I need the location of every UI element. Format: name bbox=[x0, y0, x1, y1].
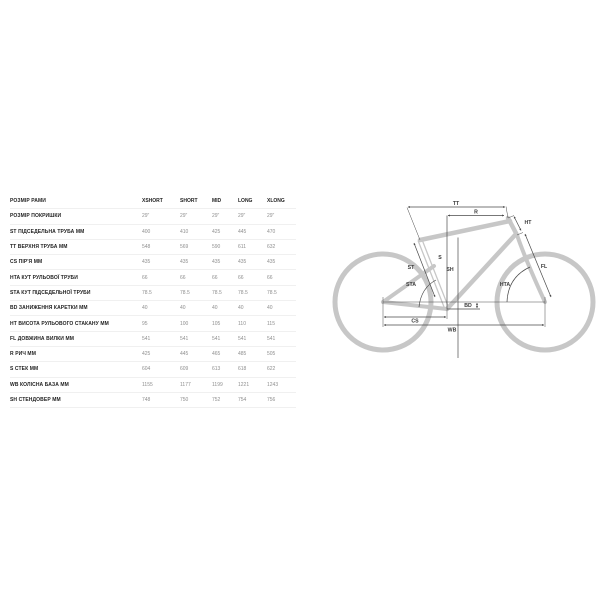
bike-geometry-diagram bbox=[330, 185, 600, 360]
table-header-row bbox=[10, 194, 296, 209]
row-label: SH СТЕНДОВЕР ММ bbox=[10, 397, 61, 403]
table-row bbox=[10, 270, 296, 285]
cell-value: 435 bbox=[238, 259, 247, 266]
label-bd: BD bbox=[464, 303, 472, 309]
table-row bbox=[10, 378, 296, 393]
cell-value: 1221 bbox=[238, 381, 250, 388]
table-row bbox=[10, 347, 296, 362]
row-label: WB КОЛІСНА БАЗА ММ bbox=[10, 381, 69, 388]
cell-value: 66 bbox=[238, 274, 244, 281]
geometry-table bbox=[10, 194, 296, 408]
table-row bbox=[10, 332, 296, 347]
row-label: ST ПІДСЕДЕЛЬНА ТРУБА ММ bbox=[10, 228, 85, 235]
cell-value: 66 bbox=[142, 274, 148, 281]
cell-value: 604 bbox=[142, 366, 151, 373]
table-row bbox=[10, 225, 296, 240]
label-hta: HTA bbox=[499, 282, 511, 288]
cell-value: 29" bbox=[238, 213, 246, 220]
row-label: CS ПІР'Я ММ bbox=[10, 259, 43, 266]
table-row bbox=[10, 286, 296, 301]
cell-value: 541 bbox=[142, 335, 151, 342]
row-label: STA КУТ ПІДСЕДЕЛЬНОЇ ТРУБИ bbox=[10, 289, 91, 296]
label-fl: FL bbox=[540, 264, 548, 270]
cell-value: 100 bbox=[180, 320, 189, 327]
cell-value: 750 bbox=[180, 397, 189, 403]
row-label: HTA КУТ РУЛЬОВОЇ ТРУБИ bbox=[10, 274, 78, 281]
cell-value: 66 bbox=[267, 274, 273, 281]
cell-value: 435 bbox=[267, 259, 276, 266]
top-tube bbox=[420, 221, 510, 240]
cell-value: 435 bbox=[212, 259, 221, 266]
row-label: TT ВЕРХНЯ ТРУБА ММ bbox=[10, 244, 68, 251]
label-st: ST bbox=[407, 265, 415, 271]
cell-value: 95 bbox=[142, 320, 148, 327]
cell-value: 105 bbox=[212, 320, 221, 327]
cell-value: 632 bbox=[267, 244, 276, 251]
label-ht: HT bbox=[524, 220, 532, 226]
cell-value: 425 bbox=[212, 228, 221, 235]
table-row bbox=[10, 393, 296, 408]
cell-value: 29" bbox=[180, 213, 188, 220]
cell-value: 748 bbox=[142, 397, 151, 403]
cell-value: 1177 bbox=[180, 381, 191, 388]
bike-drawing bbox=[335, 218, 593, 350]
cell-value: 78.5 bbox=[142, 289, 152, 296]
row-label: R РИЧ ММ bbox=[10, 351, 36, 358]
table-row bbox=[10, 301, 296, 316]
cell-value: 78.5 bbox=[180, 289, 190, 296]
row-label: S СТЕК ММ bbox=[10, 366, 39, 373]
cell-value: 110 bbox=[238, 320, 246, 327]
cell-value: 445 bbox=[180, 351, 189, 358]
cell-value: 29" bbox=[212, 213, 220, 220]
cell-value: 435 bbox=[142, 259, 151, 266]
cell-value: 66 bbox=[212, 274, 218, 281]
column-header: SHORT bbox=[180, 198, 198, 205]
row-label: HT ВИСОТА РУЛЬОВОГО СТАКАНУ ММ bbox=[10, 320, 109, 327]
cell-value: 40 bbox=[267, 305, 273, 312]
cell-value: 541 bbox=[180, 335, 189, 342]
cell-value: 541 bbox=[238, 335, 247, 342]
row-label: FL ДОВЖИНА ВИЛКИ ММ bbox=[10, 335, 74, 342]
cell-value: 505 bbox=[267, 351, 276, 358]
cell-value: 40 bbox=[238, 305, 244, 312]
cell-value: 78.5 bbox=[238, 289, 248, 296]
cell-value: 29" bbox=[142, 213, 150, 220]
label-sta: STA bbox=[406, 282, 416, 288]
row-label: BD ЗАНИЖЕННЯ КАРЕТКИ ММ bbox=[10, 305, 88, 312]
label-s: S bbox=[438, 255, 442, 261]
label-cs: CS bbox=[411, 318, 419, 325]
column-header: MID bbox=[212, 198, 222, 205]
chainstay-tube bbox=[383, 302, 447, 309]
label-tt: TT bbox=[452, 201, 460, 207]
table-row bbox=[10, 209, 296, 224]
cell-value: 470 bbox=[267, 228, 276, 235]
cell-value: 29" bbox=[267, 213, 275, 220]
cell-value: 40 bbox=[212, 305, 218, 312]
cell-value: 541 bbox=[212, 335, 221, 342]
label-wb: WB bbox=[447, 327, 457, 334]
cell-value: 410 bbox=[180, 228, 189, 235]
cell-value: 754 bbox=[238, 397, 247, 403]
cell-value: 609 bbox=[180, 366, 189, 373]
cell-value: 435 bbox=[180, 259, 189, 266]
table-row bbox=[10, 240, 296, 255]
cell-value: 485 bbox=[238, 351, 247, 358]
row-label: РОЗМІР РАМИ bbox=[10, 198, 46, 205]
cell-value: 445 bbox=[238, 228, 247, 235]
table-row bbox=[10, 255, 296, 270]
cell-value: 40 bbox=[180, 305, 186, 312]
column-header: XSHORT bbox=[142, 198, 163, 205]
cell-value: 1199 bbox=[212, 381, 223, 388]
label-r: R bbox=[474, 209, 478, 216]
table-row bbox=[10, 362, 296, 377]
cell-value: 613 bbox=[212, 366, 221, 373]
cell-value: 78.5 bbox=[212, 289, 222, 296]
cell-value: 548 bbox=[142, 244, 151, 251]
cell-value: 40 bbox=[142, 305, 148, 312]
cell-value: 590 bbox=[212, 244, 221, 251]
cell-value: 66 bbox=[180, 274, 186, 281]
cell-value: 1155 bbox=[142, 381, 153, 388]
cell-value: 618 bbox=[238, 366, 247, 373]
cell-value: 622 bbox=[267, 366, 276, 373]
cell-value: 756 bbox=[267, 397, 276, 403]
cell-value: 465 bbox=[212, 351, 221, 358]
table-row bbox=[10, 316, 296, 331]
cell-value: 78.5 bbox=[267, 289, 277, 296]
row-label: РОЗМІР ПОКРИШКИ bbox=[10, 213, 62, 220]
cell-value: 569 bbox=[180, 244, 189, 251]
cell-value: 611 bbox=[238, 244, 246, 251]
label-sh: SH bbox=[446, 267, 454, 273]
cell-value: 541 bbox=[267, 335, 276, 342]
cell-value: 400 bbox=[142, 228, 151, 235]
cell-value: 1243 bbox=[267, 381, 279, 388]
cell-value: 752 bbox=[212, 397, 221, 403]
column-header: XLONG bbox=[267, 198, 285, 205]
cell-value: 425 bbox=[142, 351, 151, 358]
column-header: LONG bbox=[238, 198, 253, 205]
cell-value: 115 bbox=[267, 320, 275, 327]
